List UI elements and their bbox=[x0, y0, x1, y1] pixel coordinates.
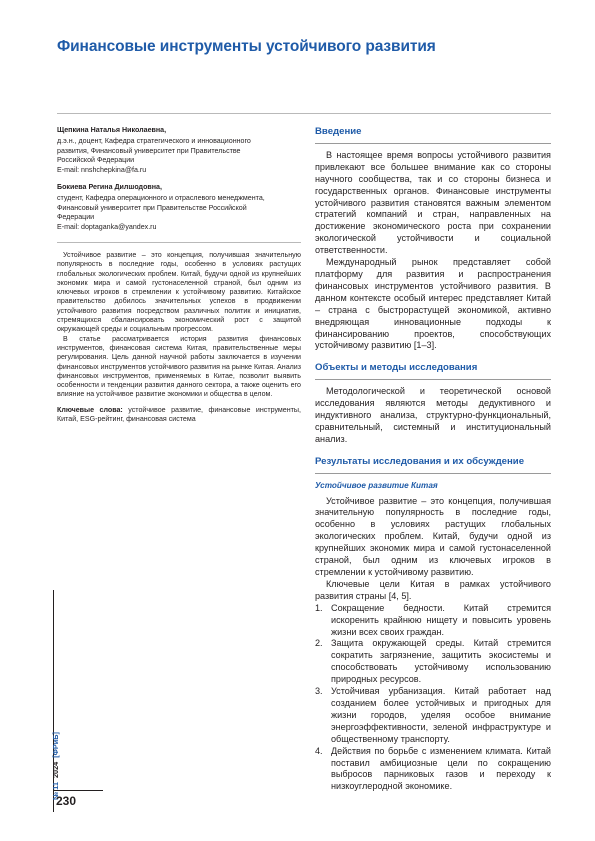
main-column bbox=[315, 126, 551, 793]
top-divider bbox=[57, 113, 551, 114]
author-email[interactable]: E-mail: doptaganka@yandex.ru bbox=[57, 222, 157, 231]
abstract bbox=[57, 251, 301, 424]
intro-paragraph: В настоящее время вопросы устойчивого развития привлекают все большее внимание как со стороны научного сообщества, так и со стороны бизнеса и государственных органов. Финансовые инструменты устойчивого развития становятся важным элементом стратегий компаний и стран, направленных на достижение экономического роста при сохранении экологической устойчивости и социальной ответственности. bbox=[315, 149, 551, 256]
keywords-list: устойчивое развитие, финансовые инструменты, Китай, ESG-рейтинг, финансовая система bbox=[57, 405, 301, 424]
author-affiliation: Финансовый университет при Правительстве Российской bbox=[57, 203, 247, 212]
author-name: Щепкина Наталья Николаевна, bbox=[57, 126, 167, 134]
abstract-paragraph: Устойчивое развитие – это концепция, получившая значительную популярность в последние годы, особенно в условиях растущих глобальных экологических проблем. Китай, будучи одной из крупнейших экономик мира и самой густонаселенной страной, был одним из ключевых игроков в стремлении к устойчивому развитию. Китайское правительство добилось значительных успехов в продвижении устойчивого развития посредством различных политик и инициатив, стремящихся сбалансировать экономический рост с защитой окружающей среды и социальным прогрессом. bbox=[57, 251, 301, 334]
list-number: 4. bbox=[315, 745, 323, 756]
keywords-label: Ключевые слова: bbox=[57, 405, 123, 414]
list-number: 2. bbox=[315, 638, 323, 649]
author-block bbox=[57, 126, 301, 240]
results-paragraph: Ключевые цели Китая в рамках устойчивого развития страны [4, 5]. bbox=[315, 578, 551, 601]
author-affiliation: развития, Финансовый университет при Правительстве bbox=[57, 146, 241, 155]
list-item bbox=[315, 603, 551, 639]
abstract-paragraph: В статье рассматривается история развития финансовых инструментов, финансовая система Китая, правительственные меры регулирования. Цель данной научной работы заключается в изучении финансовых инструментов устойчивого развития на рынке Китая. Анализ финансовых инструментов, применяемых в Китае, позволит выявить особенности и тенденции развития данного сектора, а также оценить его влияние на устойчивое развитие экономики и общества в целом. bbox=[57, 334, 301, 399]
results-paragraph: Устойчивое развитие – это концепция, получившая значительную популярность в последние годы, особенно в условиях растущих глобальных экологических проблем. Китай, будучи одной из крупнейших экономик мира и самой густонаселенной страной, был одним из ключевых игроков в стремлении к устойчивому развитию. bbox=[315, 495, 551, 577]
list-item bbox=[315, 746, 551, 794]
list-text: Защита окружающей среды. Китай стремится сократить загрязнение, защитить экосистемы и способствовать устойчивому использованию природных ресурсов. bbox=[331, 638, 551, 685]
subsection-heading: Устойчивое развитие Китая bbox=[315, 480, 438, 490]
goals-list bbox=[315, 603, 551, 794]
list-text: Действия по борьбе с изменением климата. Китай поставил амбициозные цели по сокращению выбросов парниковых газов и переходу к низкоуглеродной экономике. bbox=[331, 745, 551, 792]
section-heading-intro: Введение bbox=[315, 126, 362, 137]
author-affiliation: Федерации bbox=[57, 213, 95, 222]
list-item bbox=[315, 686, 551, 746]
section-rule bbox=[315, 379, 551, 380]
author-email[interactable]: E-mail: nnshchepkina@fa.ru bbox=[57, 165, 147, 174]
list-text: Устойчивая урбанизация. Китай работает над созданием более устойчивых и пригодных для жизни городов, уделяя особое внимание энергоэффективности, зеленой инфраструктуре и общественному транспорту. bbox=[331, 686, 551, 744]
list-number: 3. bbox=[315, 686, 323, 697]
author-affiliation: студент, Кафедра операционного и отраслевого менеджмента, bbox=[57, 194, 265, 203]
section-rule bbox=[315, 143, 551, 144]
issue-number: № 11 bbox=[51, 782, 60, 800]
author-name: Бокиева Регина Дилшодовна, bbox=[57, 183, 162, 192]
page-number: 230 bbox=[56, 794, 77, 808]
author-1 bbox=[57, 126, 301, 175]
list-number: 1. bbox=[315, 602, 323, 613]
section-heading-results: Результаты исследования и их обсуждение bbox=[315, 455, 525, 467]
issue-year: 2024 bbox=[51, 761, 60, 779]
list-text: Сокращение бедности. Китай стремится искоренить крайнюю нищету и повысить уровень жизни всех своих граждан. bbox=[331, 602, 551, 637]
issue-label bbox=[51, 732, 60, 800]
methods-paragraph: Методологической и теоретической основой исследования являются методы дедуктивного и индуктивного анализа, структурно-функциональный, сравнительный, системный и институциональный анализ. bbox=[315, 386, 551, 444]
section-heading-methods: Объекты и методы исследования bbox=[315, 362, 478, 374]
journal-name: [ФРиБ] bbox=[51, 732, 60, 758]
author-2 bbox=[57, 183, 301, 232]
section-rule bbox=[315, 473, 551, 474]
intro-paragraph: Международный рынок представляет собой платформу для развития и распространения финансовых инструментов устойчивого развития. В данном контексте особый интерес представляет Китай – страна с быстрорастущей экономикой, активно внедряющая инновационные подходы к финансированию проектов, способствующих устойчивому развитию [1–3]. bbox=[315, 257, 551, 351]
author-divider bbox=[57, 242, 301, 243]
keywords bbox=[57, 406, 301, 425]
footer-horizontal-rule bbox=[53, 790, 103, 791]
article-title: Финансовые инструменты устойчивого развития bbox=[57, 38, 436, 55]
list-item bbox=[315, 638, 551, 686]
author-affiliation: Российской Федерации bbox=[57, 156, 135, 165]
author-affiliation: д.э.н., доцент, Кафедра стратегического и инновационного bbox=[57, 137, 251, 146]
